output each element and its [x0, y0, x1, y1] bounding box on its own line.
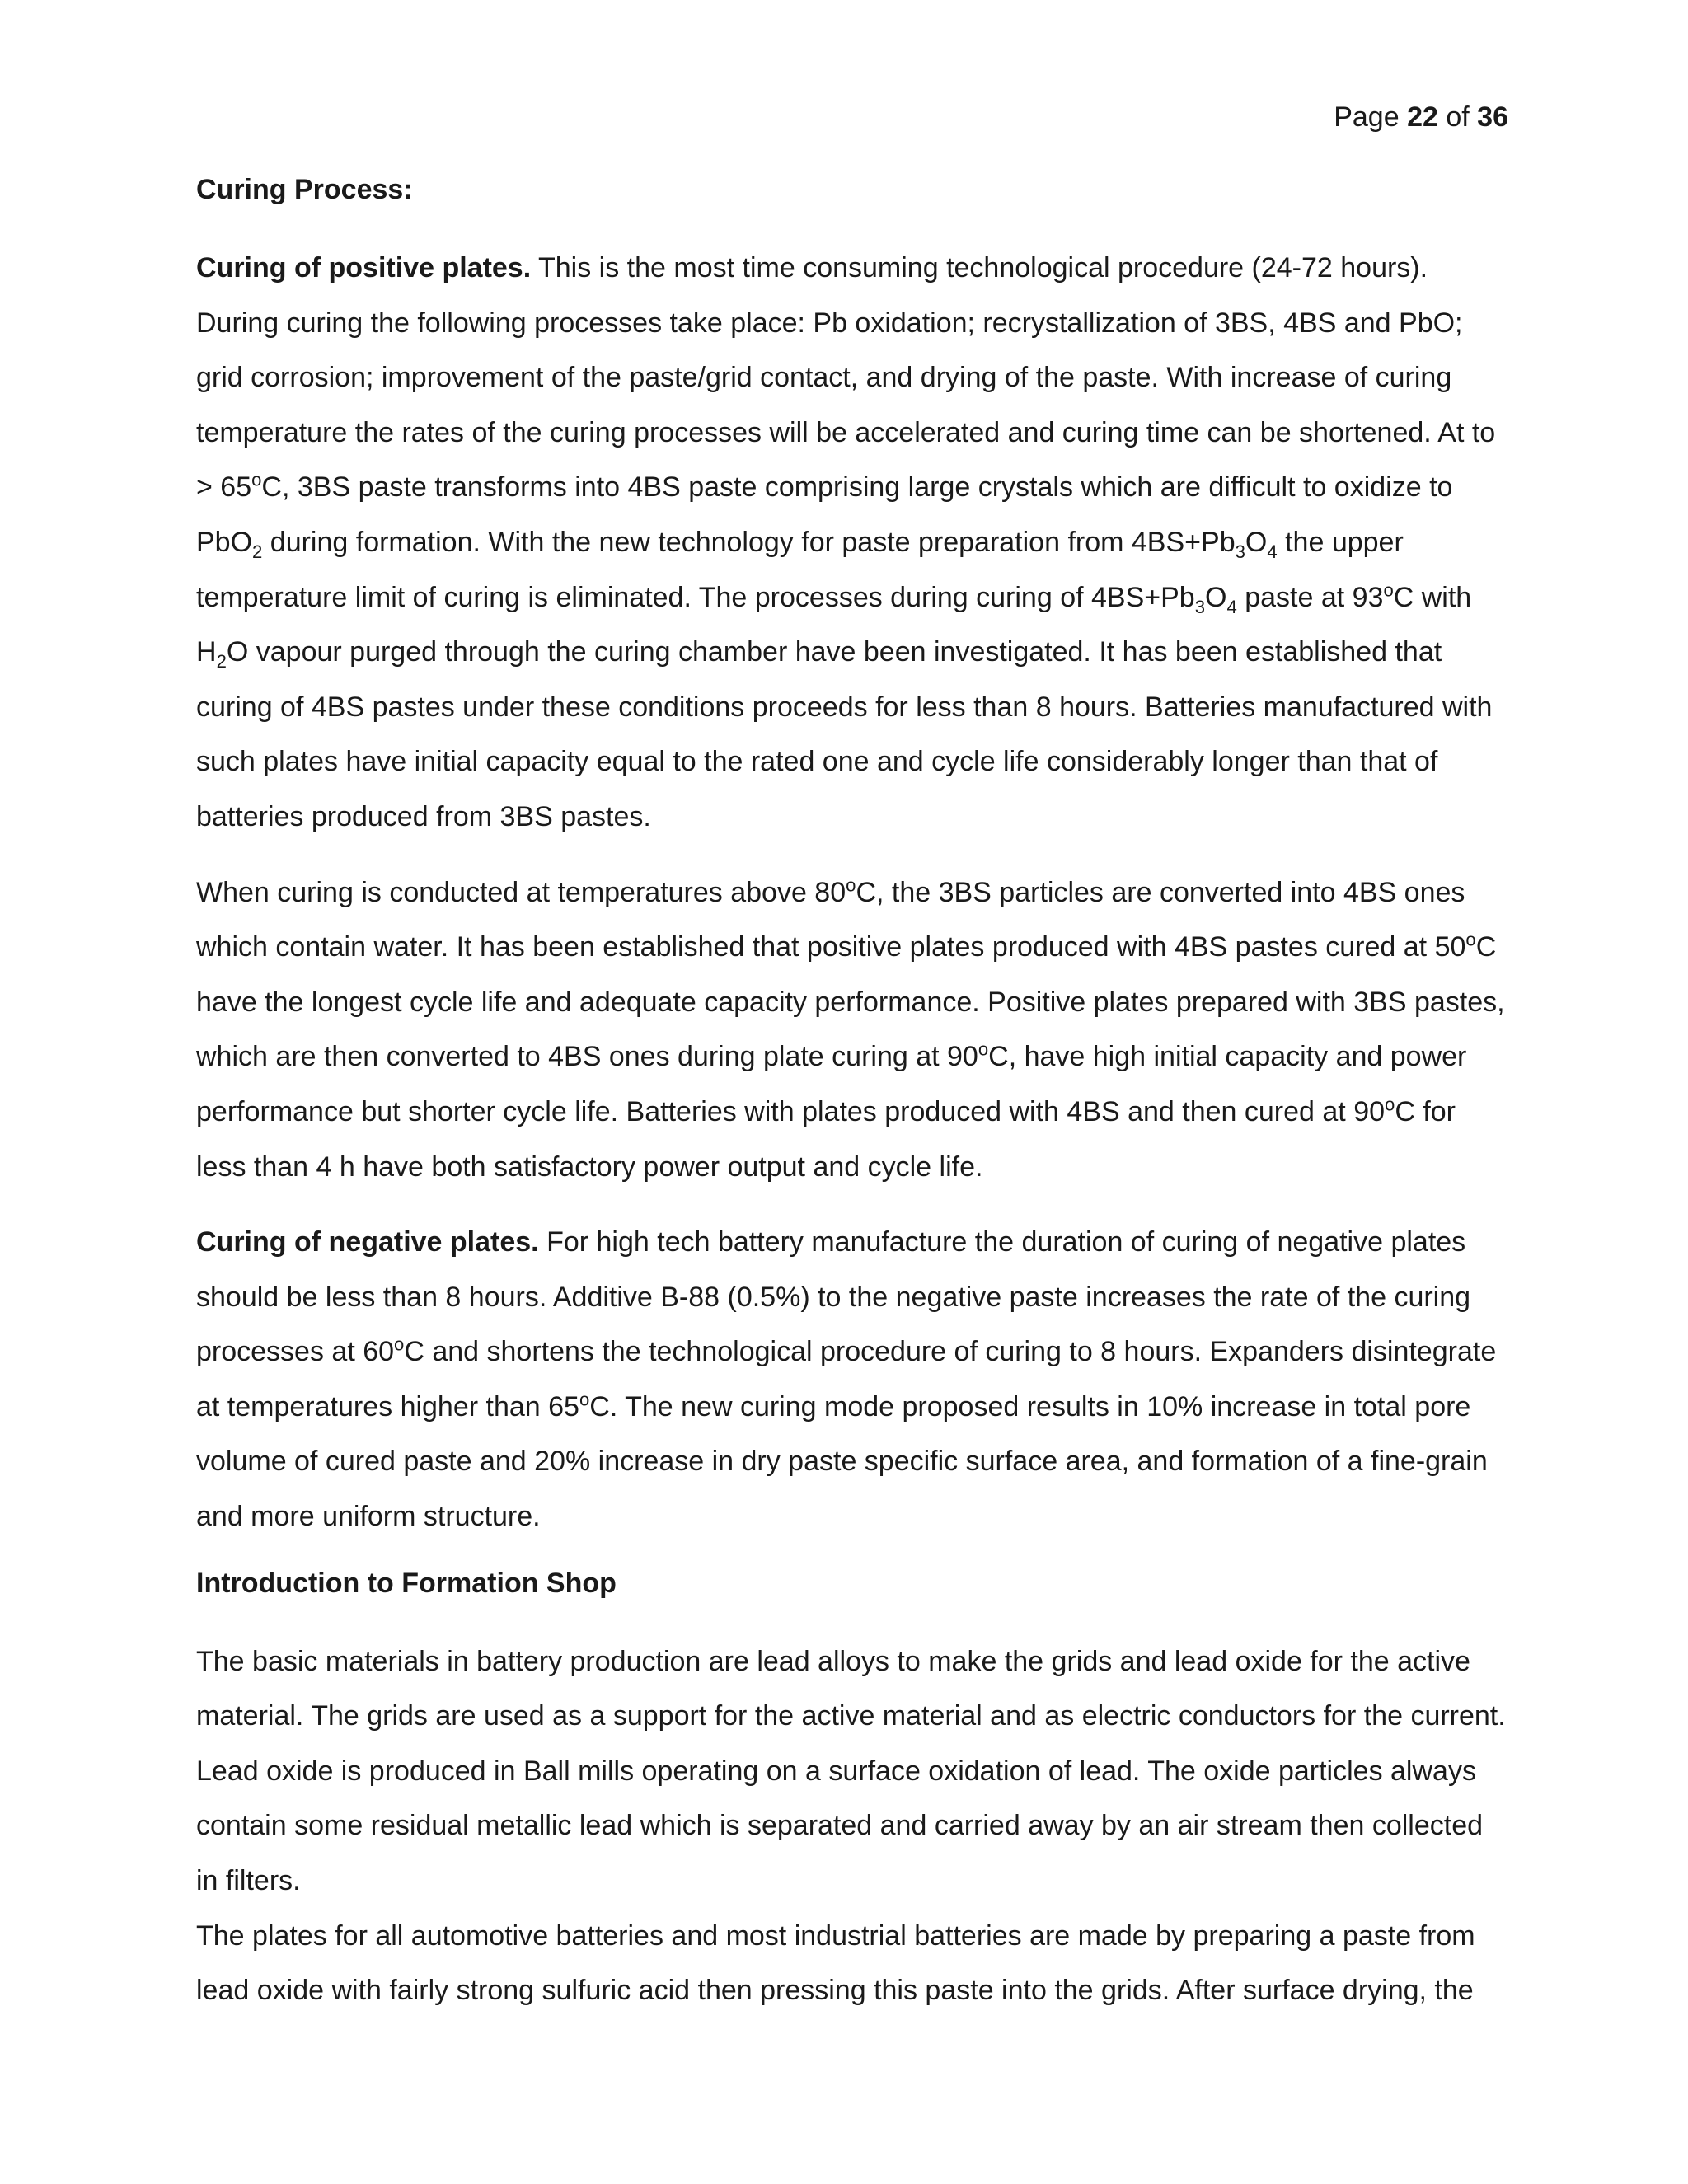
paragraph-curing-temperatures [196, 865, 1512, 1195]
text-run: This is the most time consuming technological procedure (24-72 hours). During curing the following processes take place: Pb oxidation; recrystallization of 3BS, 4BS and PbO; grid corrosion; improvement of the paste/grid contact, and drying of the paste. With increase of curing temperature the rates of the curing processes will be accelerated and curing time can be shortened. At to > 65 [196, 252, 1496, 504]
subscript: 2 [252, 541, 263, 562]
subscript: 3 [1194, 596, 1205, 617]
paragraph-formation-materials: The basic materials in battery production are lead alloys to make the grids and lead oxide for the active material. The grids are used as a support for the active material and as electric conductors for the current. Lead oxide is produced in Ball mills operating on a surface oxidation of lead. The oxide particles always contain some residual metallic lead which is separated and carried away by an air stream then collected in filters. [196, 1645, 1506, 1897]
superscript: o [251, 470, 262, 491]
subscript: 3 [1235, 541, 1245, 562]
subscript: 4 [1267, 541, 1278, 562]
text-run: C, 3BS paste transforms into 4BS paste comprising large crystals which are difficult to oxidize to PbO [196, 471, 1453, 558]
text-run: When curing is conducted at temperatures above 80 [196, 876, 846, 908]
text-run: C have the longest cycle life and adequate capacity performance. Positive plates prepared with 3BS pastes, which are then converted to 4BS ones during plate curing at 90 [196, 931, 1505, 1073]
paragraph-positive-plates [196, 241, 1512, 845]
document-body [196, 171, 1512, 2018]
text-run: during formation. With the new technology for paste preparation from 4BS+Pb [262, 526, 1236, 558]
page-label: Page [1334, 101, 1400, 133]
superscript: o [1383, 579, 1394, 601]
paragraph-formation-plates: The plates for all automotive batteries and most industrial batteries are made by preparing a paste from lead oxide with fairly strong sulfuric acid then pressing this paste into the grids. After surface drying, the [196, 1919, 1475, 2007]
page-current: 22 [1407, 101, 1438, 133]
paragraph-lead-positive: Curing of positive plates. [196, 252, 532, 284]
text-run: O [1205, 581, 1227, 613]
paragraph-lead-negative: Curing of negative plates. [196, 1226, 539, 1258]
subscript: 4 [1226, 596, 1237, 617]
page-number [1334, 99, 1508, 135]
page-total: 36 [1477, 101, 1508, 133]
paragraph-negative-plates [196, 1215, 1512, 1544]
page-of: of [1446, 101, 1470, 133]
text-run: the upper temperature limit of curing is eliminated. The processes during curing of 4BS+Pb [196, 526, 1404, 613]
text-run: C with H [196, 581, 1472, 668]
text-run: C for less than 4 h have both satisfactory power output and cycle life. [196, 1095, 1456, 1183]
subscript: 2 [216, 650, 227, 672]
superscript: o [1465, 929, 1476, 950]
section-heading-formation: Introduction to Formation Shop [196, 1567, 617, 1599]
text-run: O vapour purged through the curing chamber have been investigated. It has been established that curing of 4BS pastes under these conditions proceeds for less than 8 hours. Batteries manufactured with such plates have initial capacity equal to the rated one and cycle life considerably longer than that of batteries produced from 3BS pastes. [196, 636, 1493, 832]
text-run: For high tech battery manufacture the duration of curing of negative plates should be less than 8 hours. Additive B-88 (0.5%) to the negative paste increases the rate of the curing processes at 60 [196, 1226, 1471, 1368]
text-run: C, the 3BS particles are converted into 4BS ones which contain water. It has been established that positive plates produced with 4BS pastes cured at 50 [196, 876, 1466, 963]
superscript: o [579, 1389, 590, 1410]
text-run: C and shortens the technological procedure of curing to 8 hours. Expanders disintegrate at temperatures higher than 65 [196, 1336, 1497, 1422]
text-run: paste at 93 [1236, 581, 1384, 613]
superscript: o [394, 1333, 405, 1355]
text-run: C, have high initial capacity and power performance but shorter cycle life. Batteries with plates produced with 4BS and then cured at 90 [196, 1041, 1467, 1127]
text-run: O [1245, 526, 1268, 558]
superscript: o [978, 1038, 989, 1060]
section-heading-curing: Curing Process: [196, 174, 413, 205]
superscript: o [1385, 1094, 1395, 1115]
text-run: C. The new curing mode proposed results in 10% increase in total pore volume of cured paste and 20% increase in dry paste specific surface area, and formation of a fine-grain and more uniform structure. [196, 1390, 1488, 1533]
superscript: o [846, 874, 856, 896]
